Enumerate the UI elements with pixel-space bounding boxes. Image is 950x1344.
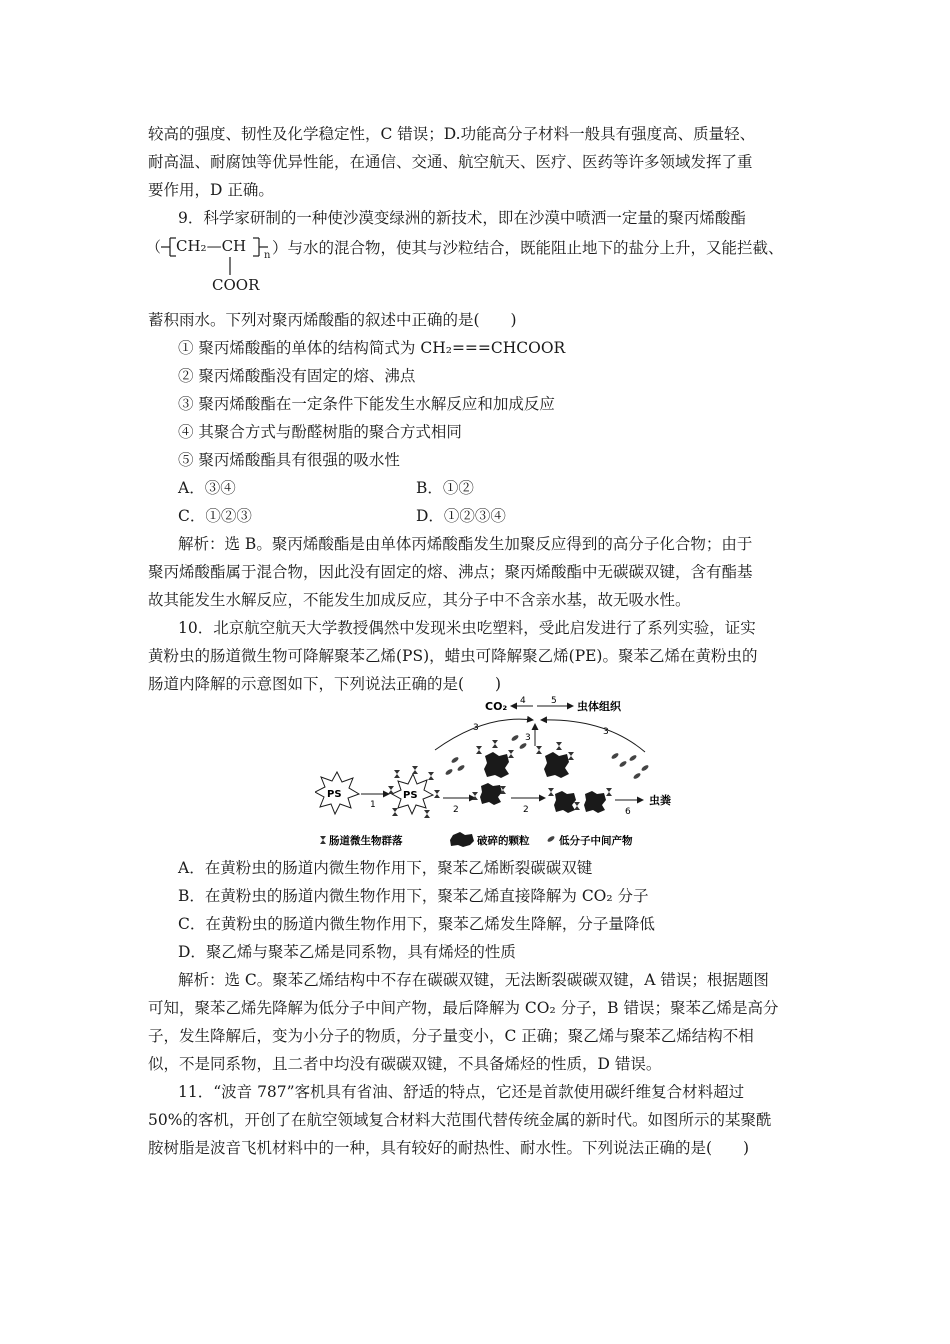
option-b: B．在黄粉虫的肠道内微生物作用下，聚苯乙烯直接降解为 CO₂ 分子 (178, 887, 649, 905)
step-3-middle: 3 (525, 733, 531, 743)
bond-vertical-icon (226, 256, 234, 276)
statement-5: ⑤ 聚丙烯酸酯具有很强的吸水性 (178, 451, 400, 469)
text-line: 似，不是同系物，且二者中均没有碳碳双键，不具备烯烃的性质，D 错误。 (148, 1055, 662, 1073)
step-1: 1 (370, 800, 376, 810)
text-line: 较高的强度、韧性及化学稳定性，C 错误；D.功能高分子材料一般具有强度高、质量轻、 (148, 125, 756, 143)
question-9-stem: 9．科学家研制的一种使沙漠变绿洲的新技术，即在沙漠中喷洒一定量的聚丙烯酸酯 (178, 209, 746, 227)
step-5: 5 (551, 696, 557, 706)
broken-particle-icon (480, 783, 502, 805)
worm-feces-label: 虫粪 (649, 794, 671, 807)
statement-1: ① 聚丙烯酸酯的单体的结构简式为 CH₂===CHCOOR (178, 339, 566, 357)
ps-degradation-diagram (315, 694, 695, 850)
step-2-first: 2 (453, 805, 459, 815)
ps-label-2: PS (403, 790, 418, 801)
arrow-3-right (541, 720, 645, 752)
option-d: D．①②③④ (416, 507, 506, 525)
step-6: 6 (625, 807, 631, 817)
formula-chain: CH₂—CH (176, 237, 247, 255)
option-c: C．在黄粉虫的肠道内微生物作用下，聚苯乙烯发生降解，分子量降低 (178, 915, 655, 933)
ps-label-1: PS (327, 789, 342, 800)
legend-intermediate-label: 低分子中间产物 (559, 835, 633, 847)
statement-2: ② 聚丙烯酸酯没有固定的熔、沸点 (178, 367, 416, 385)
text-line: 故其能发生水解反应，不能发生加成反应，其分子中不含亲水基，故无吸水性。 (148, 591, 691, 609)
answer-9: 解析：选 B。聚丙烯酸酯是由单体丙烯酸酯发生加聚反应得到的高分子化合物；由于 (178, 535, 753, 553)
arrow-3-left (435, 719, 533, 750)
broken-particle-icon (544, 752, 569, 778)
statement-4: ④ 其聚合方式与酚醛树脂的聚合方式相同 (178, 423, 462, 441)
text-line: 子，发生降解后，变为小分子的物质，分子量变小，C 正确；聚乙烯与聚苯乙烯结构不相 (148, 1027, 754, 1045)
text-line: 50%的客机，开创了在航空领域复合材料大范围代替传统金属的新时代。如图所示的某聚酰 (148, 1111, 772, 1129)
step-3-left: 3 (473, 723, 479, 733)
option-a: A．在黄粉虫的肠道内微生物作用下，聚苯乙烯断裂碳碳双键 (178, 859, 593, 877)
statement-3: ③ 聚丙烯酸酯在一定条件下能发生水解反应和加成反应 (178, 395, 555, 413)
legend-particle-icon (450, 832, 474, 847)
text-line: ）与水的混合物，使其与沙粒结合，既能阻止地下的盐分上升，又能拦截、 (272, 239, 784, 257)
text-line: 聚丙烯酸酯属于混合物，因此没有固定的熔、沸点；聚丙烯酸酯中无碳碳双键，含有酯基 (148, 563, 753, 581)
formula-branch: COOR (212, 276, 260, 294)
worm-tissue-label: 虫体组织 (577, 700, 621, 713)
text-line: 黄粉虫的肠道微生物可降解聚苯乙烯(PS)，蜡虫可降解聚乙烯(PE)。聚苯乙烯在黄粉虫的 (148, 647, 758, 665)
question-9-prompt: 蓄积雨水。下列对聚丙烯酸酯的叙述中正确的是( ) (148, 311, 517, 329)
legend-microbe-label: 肠道微生物群落 (329, 835, 403, 847)
question-11-stem: 11．“波音 787”客机具有省油、舒适的特点，它还是首款使用碳纤维复合材料超过 (178, 1083, 745, 1101)
question-10-prompt: 肠道内降解的示意图如下，下列说法正确的是( ) (148, 675, 502, 693)
broken-particle-icon (484, 752, 509, 778)
option-d: D．聚乙烯与聚苯乙烯是同系物，具有烯烃的性质 (178, 943, 516, 961)
text-line: 可知，聚苯乙烯先降解为低分子中间产物，最后降解为 CO₂ 分子，B 错误；聚苯乙烯是高分 (148, 999, 779, 1017)
question-11-prompt: 胺树脂是波音飞机材料中的一种，具有较好的耐热性、耐水性。下列说法正确的是( ) (148, 1139, 750, 1157)
text-line: 耐高温、耐腐蚀等优异性能，在通信、交通、航空航天、医疗、医药等许多领域发挥了重 (148, 153, 753, 171)
legend-microbe-icon (320, 836, 326, 844)
text-line: 要作用，D 正确。 (148, 181, 274, 199)
option-b: B．①② (416, 479, 474, 497)
co2-label: CO₂ (485, 700, 508, 713)
step-3-right: 3 (603, 727, 609, 737)
question-10-stem: 10．北京航空航天大学教授偶然中发现米虫吃塑料，受此启发进行了系列实验，证实 (178, 619, 756, 637)
broken-particle-icon (554, 791, 576, 813)
broken-particle-icon (584, 791, 606, 813)
option-a: A．③④ (178, 479, 236, 497)
step-4: 4 (520, 696, 526, 706)
step-2-second: 2 (523, 805, 529, 815)
legend-intermediate-icon (547, 835, 556, 843)
formula-open-paren: （ (146, 238, 162, 256)
legend-particle-label: 破碎的颗粒 (477, 835, 530, 847)
formula-subscript-n: n (264, 250, 271, 261)
answer-10: 解析：选 C。聚苯乙烯结构中不存在碳碳双键，无法断裂碳碳双键，A 错误；根据题图 (178, 971, 769, 989)
option-c: C．①②③ (178, 507, 252, 525)
